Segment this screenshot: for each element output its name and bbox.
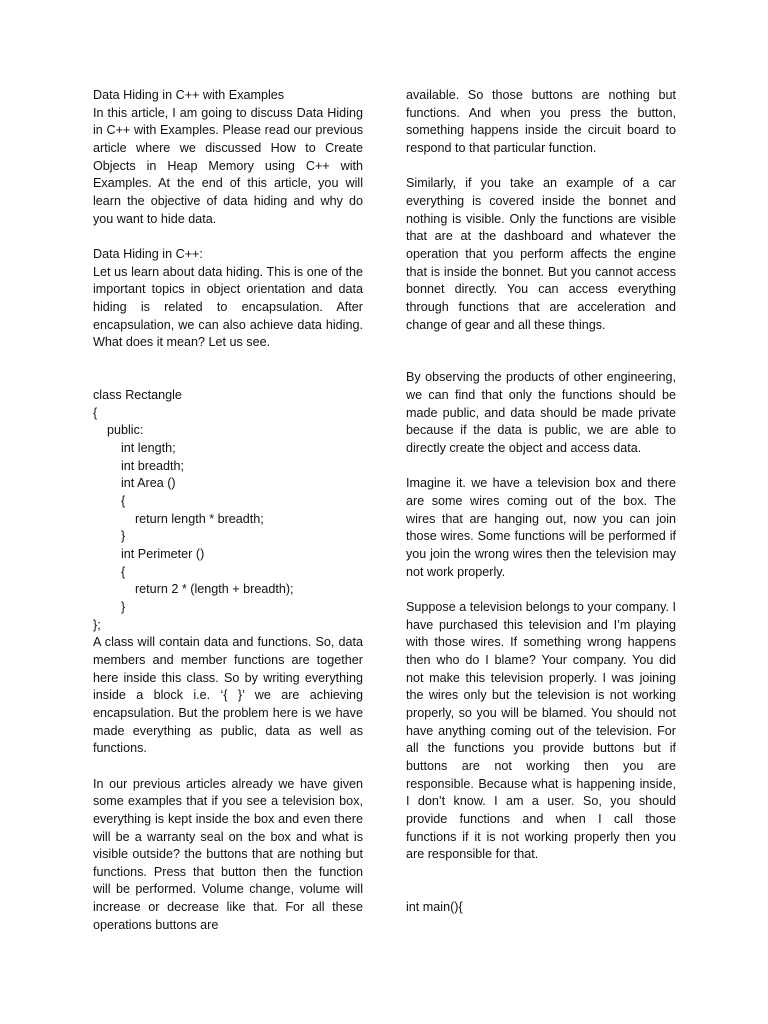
television-paragraph: In our previous articles already we have given some examples that if you see a television box, everything is kept inside the box and even there will be a warranty seal on the box and what is visible outside? the buttons that are nothing but functions. Press that button then the function will be performed. Volume change, volume will increase or decrease like that. For all these operations buttons are xyxy=(93,776,363,932)
spacer xyxy=(93,228,363,246)
code-line: public: xyxy=(93,423,144,438)
right-column xyxy=(406,87,676,917)
code-line: class Rectangle xyxy=(93,388,182,403)
spacer xyxy=(93,352,363,387)
class-paragraph: A class will contain data and functions. So, data members and member functions are together here inside this class. So by writing everything inside a block i.e. ‘{ }’ we are achieving encapsulation. But the problem here is we have made everything as public, data as well as functions. xyxy=(93,635,363,756)
article-title: Data Hiding in C++ with Examples xyxy=(93,88,285,102)
suppose-paragraph: Suppose a television belongs to your company. I have purchased this television and I’m playing with those wires. If something wrong happens then who do I blame? Your company. You did not make this television properly. I was joining the wires only but the television is not working properly, so you will be blamed. You should not have anything coming out of the television. For all the functions you provide buttons but if buttons are not working then you are responsible. Because what is happening inside, I don’t know. I am a user. So, you should provide functions and when I call those functions if it is not working properly then you are responsible for that. xyxy=(406,599,676,862)
code-line: int Area () xyxy=(93,476,176,491)
code-line: return 2 * (length + breadth); xyxy=(93,582,294,597)
car-paragraph: Similarly, if you take an example of a car everything is covered inside the bonnet and nothing is visible. Only the functions are visible that are at the dashboard and whatever the operation that you perform affects the engine that is inside the bonnet. But you cannot access bonnet directly. You can access everything through functions that are acceleration and change of gear and all these things. xyxy=(406,176,676,332)
spacer xyxy=(406,334,676,369)
observation-paragraph: By observing the products of other engineering, we can find that only the functions should be made public, and data should be made private because if the data is public, we are able to directly create the object and access data. xyxy=(406,370,676,456)
spacer xyxy=(406,864,676,899)
section-paragraph: Let us learn about data hiding. This is one of the important topics in object orientation and data hiding is related to encapsulation. After encapsulation, we can also achieve data hiding. What does it mean? Let us see. xyxy=(93,264,363,350)
continued-paragraph: available. So those buttons are nothing but functions. And when you press the button, something happens inside the circuit board to respond to that particular function. xyxy=(406,88,676,155)
code-line: { xyxy=(93,405,98,420)
code-block-class-rectangle xyxy=(93,387,363,634)
code-line: }; xyxy=(93,617,101,632)
spacer xyxy=(406,581,676,599)
code-line: } xyxy=(93,600,126,614)
spacer xyxy=(406,458,676,476)
code-line: { xyxy=(93,494,126,509)
code-main-line: int main(){ xyxy=(406,900,463,915)
section-heading: Data Hiding in C++: xyxy=(93,246,203,261)
left-column xyxy=(93,87,363,934)
code-line: int length; xyxy=(93,441,176,456)
code-line: int breadth; xyxy=(93,458,185,473)
spacer xyxy=(406,158,676,176)
spacer xyxy=(93,758,363,776)
code-line: int Perimeter () xyxy=(93,547,205,562)
code-line: { xyxy=(93,564,126,579)
code-line: return length * breadth; xyxy=(93,511,264,526)
code-line: } xyxy=(93,529,126,544)
imagine-paragraph: Imagine it. we have a television box and there are some wires coming out of the box. The wires that are hanging out, now you can join those wires. Some functions will be performed if you join the wrong wires then the television may not work properly. xyxy=(406,476,676,579)
intro-paragraph: In this article, I am going to discuss Data Hiding in C++ with Examples. Please read our previous article where we discussed How to Create Objects in Heap Memory using C++ with Examples. At the end of this article, you will learn the objective of data hiding and why do you want to hide data. xyxy=(93,105,363,226)
